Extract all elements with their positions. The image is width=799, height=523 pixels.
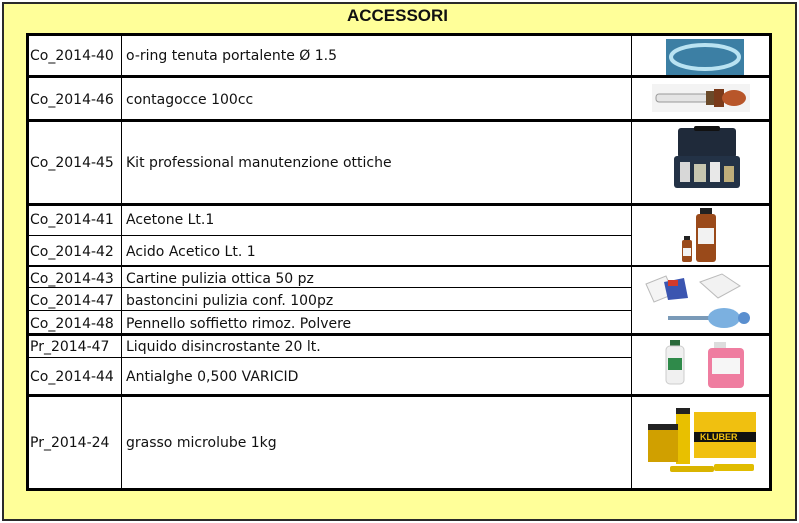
table-border-top	[26, 33, 772, 36]
table-border-right	[769, 33, 772, 491]
product-code: Co_2014-42	[30, 244, 114, 260]
product-code: Co_2014-46	[30, 92, 114, 108]
row-divider	[26, 265, 772, 267]
product-description: Cartine pulizia ottica 50 pz	[126, 271, 314, 287]
column-divider-image	[631, 33, 632, 491]
product-description: bastoncini pulizia conf. 100pz	[126, 293, 334, 309]
grease-image	[644, 404, 758, 486]
page-title: ACCESSORI	[346, 6, 449, 25]
table-border-left	[26, 33, 29, 491]
row-divider-thin	[26, 310, 632, 311]
product-code: Co_2014-48	[30, 316, 114, 332]
product-description: Acetone Lt.1	[126, 212, 215, 228]
table-border-bottom	[26, 488, 772, 491]
cleaning-supplies-image	[644, 272, 754, 332]
product-code: Pr_2014-47	[30, 339, 110, 355]
liquid-canisters-image	[664, 340, 752, 392]
product-code: Co_2014-45	[30, 155, 114, 171]
row-divider-thin	[26, 287, 632, 288]
product-code: Pr_2014-24	[30, 435, 110, 451]
row-divider-thin	[26, 235, 632, 236]
product-description: Kit professional manutenzione ottiche	[126, 155, 392, 171]
product-code: Co_2014-44	[30, 369, 114, 385]
product-description: Liquido disincrostante 20 lt.	[126, 339, 321, 355]
row-divider	[26, 119, 772, 122]
grease-brand-label: KLUBER	[700, 432, 738, 442]
solvent-bottles-image	[680, 208, 724, 264]
product-code: Co_2014-47	[30, 293, 114, 309]
row-divider-thin	[26, 357, 632, 358]
product-code: Co_2014-40	[30, 48, 114, 64]
product-description: Pennello soffietto rimoz. Polvere	[126, 316, 352, 332]
maintenance-kit-image	[672, 126, 744, 192]
product-code: Co_2014-41	[30, 212, 114, 228]
product-code: Co_2014-43	[30, 271, 114, 287]
row-divider	[26, 203, 772, 206]
product-description: Antialghe 0,500 VARICID	[126, 369, 299, 385]
row-divider	[26, 75, 772, 78]
column-divider-code	[121, 33, 122, 491]
o-ring-image	[666, 39, 744, 75]
product-description: grasso microlube 1kg	[126, 435, 277, 451]
row-divider	[26, 394, 772, 397]
product-description: contagocce 100cc	[126, 92, 254, 108]
product-description: Acido Acetico Lt. 1	[126, 244, 256, 260]
product-description: o-ring tenuta portalente Ø 1.5	[126, 48, 338, 64]
dropper-image	[652, 84, 750, 112]
row-divider	[26, 333, 772, 336]
